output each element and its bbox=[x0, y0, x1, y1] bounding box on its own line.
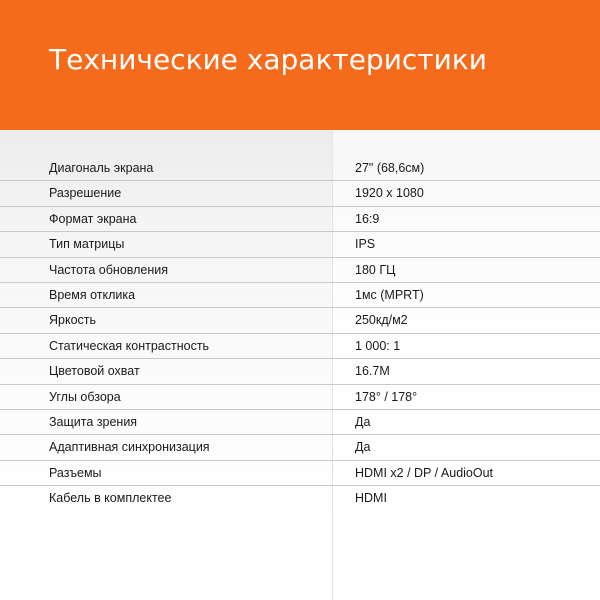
spec-row-response-time bbox=[0, 283, 600, 308]
spec-row-viewing-angles bbox=[0, 385, 600, 410]
spec-row-connectors bbox=[0, 461, 600, 486]
spec-value: 1 000: 1 bbox=[355, 338, 401, 353]
spec-row-brightness bbox=[0, 308, 600, 333]
spec-value: 180 ГЦ bbox=[355, 262, 396, 277]
spec-value: 16.7M bbox=[355, 364, 390, 379]
spec-row-eye-protection bbox=[0, 410, 600, 435]
spec-name: Статическая контрастность bbox=[49, 338, 210, 353]
spec-name: Время отклика bbox=[49, 287, 136, 302]
spec-row-diagonal bbox=[0, 156, 600, 181]
spec-value: IPS bbox=[355, 237, 376, 252]
spec-name: Диагональ экрана bbox=[49, 161, 154, 175]
spec-name: Тип матрицы bbox=[49, 237, 125, 252]
spec-row-aspect-ratio bbox=[0, 207, 600, 232]
spec-value: 27" (68,6см) bbox=[355, 161, 425, 175]
spec-name: Формат экрана bbox=[49, 211, 137, 226]
spec-value: 1мс (MPRT) bbox=[355, 287, 424, 302]
spec-row-contrast bbox=[0, 334, 600, 359]
spec-row-color-gamut bbox=[0, 359, 600, 384]
spec-name: Адаптивная синхронизация bbox=[49, 440, 210, 455]
header-banner bbox=[0, 0, 600, 130]
spec-row-cable bbox=[0, 486, 600, 511]
spec-row-refresh-rate bbox=[0, 258, 600, 283]
spec-value: 1920 x 1080 bbox=[355, 186, 424, 201]
spec-value: Да bbox=[355, 414, 371, 429]
spec-name: Яркость bbox=[49, 313, 97, 328]
spec-name: Цветовой охват bbox=[49, 364, 140, 379]
specs-table bbox=[0, 156, 600, 511]
spec-name: Разъемы bbox=[49, 465, 102, 480]
spec-value: Да bbox=[355, 440, 371, 455]
spec-value: 178° / 178° bbox=[355, 389, 418, 404]
spec-row-resolution bbox=[0, 181, 600, 206]
spec-value: 250кд/м2 bbox=[355, 313, 408, 328]
spec-value: 16:9 bbox=[355, 211, 380, 226]
spec-name: Кабель в комплектее bbox=[49, 491, 172, 506]
spec-name: Углы обзора bbox=[49, 389, 121, 404]
page-title: Технические характеристики bbox=[49, 43, 487, 76]
spec-row-adaptive-sync bbox=[0, 435, 600, 460]
spec-value: HDMI x2 / DP / AudioOut bbox=[355, 465, 494, 480]
spec-name: Частота обновления bbox=[49, 262, 169, 277]
spec-name: Разрешение bbox=[49, 186, 122, 201]
spec-name: Защита зрения bbox=[49, 414, 138, 429]
spec-row-panel-type bbox=[0, 232, 600, 257]
spec-value: HDMI bbox=[355, 491, 387, 506]
